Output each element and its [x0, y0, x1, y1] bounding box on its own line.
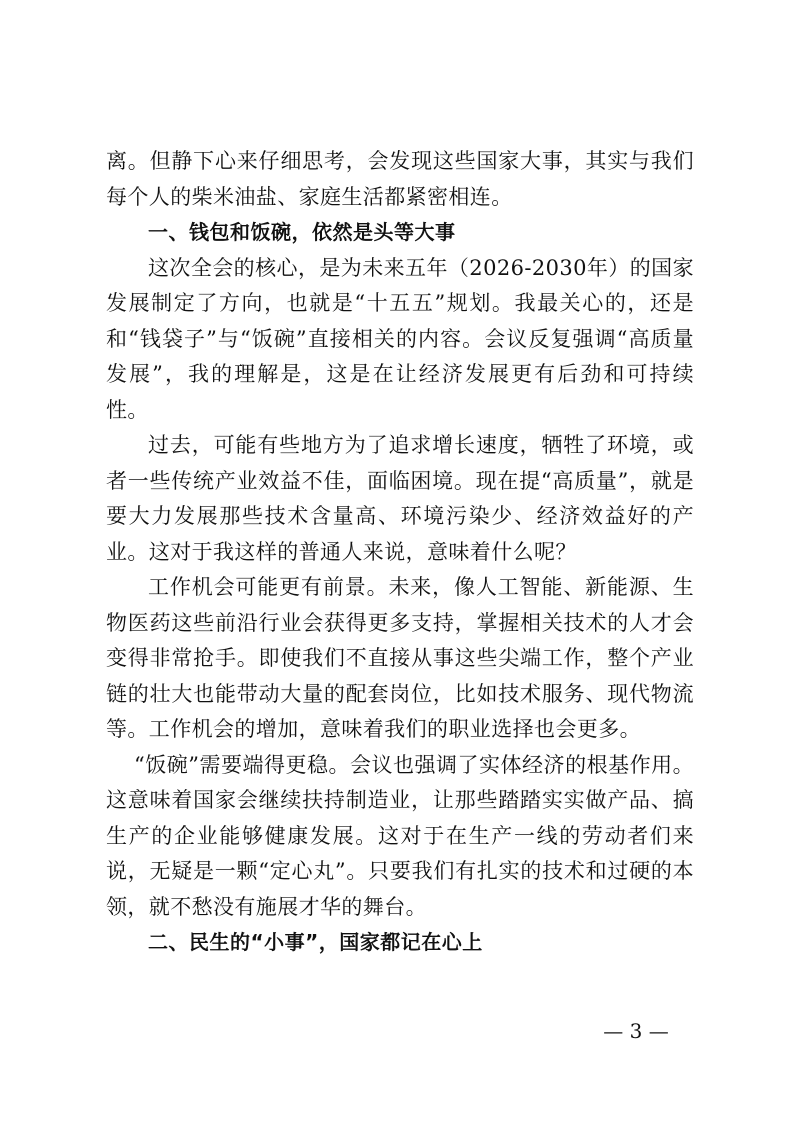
paragraph: 这次全会的核心，是为未来五年（2026-2030年）的国家发展制定了方向，也就是“十五五”规划。我最关心的，还是和“钱袋子”与“饭碗”直接相关的内容。会议反复强调“高质量发展”，我的理解是，这是在让经济发展更有后劲和可持续性。 — [106, 255, 694, 422]
paragraph-continuation: 离。但静下心来仔细思考，会发现这些国家大事，其实与我们每个人的柴米油盐、家庭生活都紧密相连。 — [106, 149, 694, 209]
paragraph: 工作机会可能更有前景。未来，像人工智能、新能源、生物医药这些前沿行业会获得更多支持，掌握相关技术的人才会变得非常抢手。即使我们不直接从事这些尖端工作，整个产业链的壮大也能带动大量的配套岗位，比如技术服务、现代物流等。工作机会的增加，意味着我们的职业选择也会更多。 — [106, 575, 694, 741]
paragraph: “饭碗”需要端得更稳。会议也强调了实体经济的根基作用。这意味着国家会继续扶持制造业，让那些踏踏实实做产品、搞生产的企业能够健康发展。这对于在生产一线的劳动者们来说，无疑是一颗“定心丸”。只要我们有扎实的技术和过硬的本领，就不愁没有施展才华的舞台。 — [106, 752, 694, 919]
section-heading-1: 一、钱包和饭碗，依然是头等大事 — [148, 220, 456, 244]
body-text — [106, 144, 694, 961]
page-number: — 3 — — [603, 1019, 669, 1043]
section-heading-2: 二、民生的“小事”，国家都记在心上 — [148, 930, 483, 954]
paragraph: 过去，可能有些地方为了追求增长速度，牺牲了环境，或者一些传统产业效益不佳，面临困境。现在提“高质量”，就是要大力发展那些技术含量高、环境污染少、经济效益好的产业。这对于我这样的普通人来说，意味着什么呢？ — [106, 433, 694, 564]
